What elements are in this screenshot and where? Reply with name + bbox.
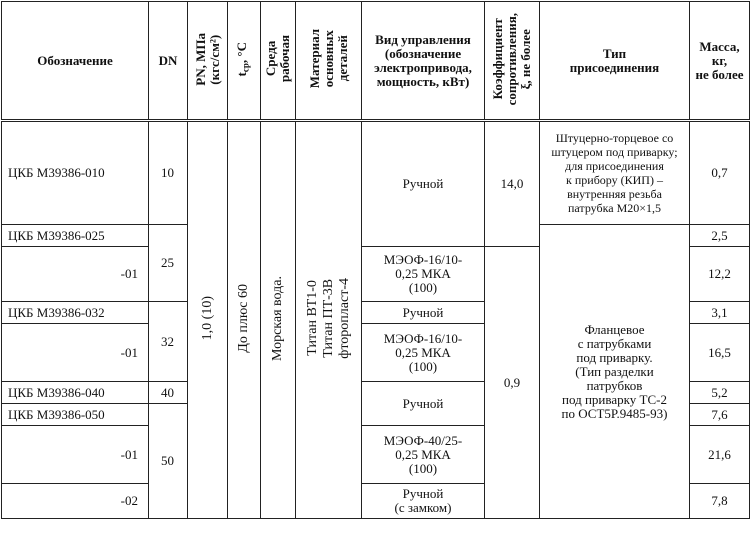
designation-cell: ЦКБ М39386-040 bbox=[2, 382, 149, 404]
mass-cell: 16,5 bbox=[690, 324, 750, 382]
designation-cell: -01 bbox=[2, 324, 149, 382]
mass-cell: 21,6 bbox=[690, 426, 750, 484]
material-cell: Титан ВТ1-0 Титан ПТ-3В фторопласт-4 bbox=[296, 122, 362, 519]
medium-cell: Морская вода. bbox=[261, 122, 296, 519]
designation-cell: -01 bbox=[2, 426, 149, 484]
header-row bbox=[2, 2, 750, 120]
dn-cell: 10 bbox=[149, 122, 188, 225]
dn-cell: 32 bbox=[149, 302, 188, 382]
designation-cell: -02 bbox=[2, 484, 149, 519]
mass-cell: 2,5 bbox=[690, 225, 750, 247]
pn-cell: 1,0 (10) bbox=[188, 122, 228, 519]
header-temperature: $t_{ср}$, °С bbox=[228, 2, 261, 120]
mass-cell: 5,2 bbox=[690, 382, 750, 404]
mass-cell: 12,2 bbox=[690, 247, 750, 302]
designation-cell: ЦКБ М39386-050 bbox=[2, 404, 149, 426]
header-dn: DN bbox=[149, 2, 188, 120]
control-cell: МЭОФ-16/10- 0,25 МКА (100) bbox=[362, 247, 485, 302]
control-cell: МЭОФ-40/25- 0,25 МКА (100) bbox=[362, 426, 485, 484]
header-medium: Среда рабочая bbox=[261, 2, 296, 120]
valve-spec-table bbox=[1, 1, 750, 519]
designation-cell: -01 bbox=[2, 247, 149, 302]
mass-cell: 3,1 bbox=[690, 302, 750, 324]
control-cell: Ручной (с замком) bbox=[362, 484, 485, 519]
control-cell: Ручной bbox=[362, 302, 485, 324]
mass-cell: 7,8 bbox=[690, 484, 750, 519]
header-pn: PN, МПа (кгс/см²) bbox=[188, 2, 228, 120]
dn-cell: 40 bbox=[149, 382, 188, 404]
control-cell: Ручной bbox=[362, 122, 485, 247]
coefficient-cell: 14,0 bbox=[485, 122, 540, 247]
designation-cell: ЦКБ М39386-010 bbox=[2, 122, 149, 225]
mass-cell: 7,6 bbox=[690, 404, 750, 426]
header-designation: Обозначение bbox=[2, 2, 149, 120]
mass-cell: 0,7 bbox=[690, 122, 750, 225]
dn-cell: 25 bbox=[149, 225, 188, 302]
dn-cell: 50 bbox=[149, 404, 188, 519]
connection-cell: Штуцерно-торцевое со штуцером под приварку; для присоединения к прибору (КИП) – внутренняя резьба патрубка М20×1,5 bbox=[540, 122, 690, 225]
coefficient-cell: 0,9 bbox=[485, 247, 540, 519]
temperature-cell: До плюс 60 bbox=[228, 122, 261, 519]
header-material: Материал основных деталей bbox=[296, 2, 362, 120]
header-mass: Масса, кг, не более bbox=[690, 2, 750, 120]
control-cell: МЭОФ-16/10- 0,25 МКА (100) bbox=[362, 324, 485, 382]
header-control: Вид управления (обозначение электропривода, мощность, кВт) bbox=[362, 2, 485, 120]
control-cell: Ручной bbox=[362, 382, 485, 426]
designation-cell: ЦКБ М39386-025 bbox=[2, 225, 149, 247]
header-connection: Тип присоединения bbox=[540, 2, 690, 120]
designation-cell: ЦКБ М39386-032 bbox=[2, 302, 149, 324]
header-coefficient: Коэффициент сопротивления, ξ, не более bbox=[485, 2, 540, 120]
connection-cell: Фланцевое с патрубками под приварку. (Тип разделки патрубков под приварку ТС-2 по ОСТ5Р.9485-93) bbox=[540, 225, 690, 519]
table-row bbox=[2, 122, 750, 225]
